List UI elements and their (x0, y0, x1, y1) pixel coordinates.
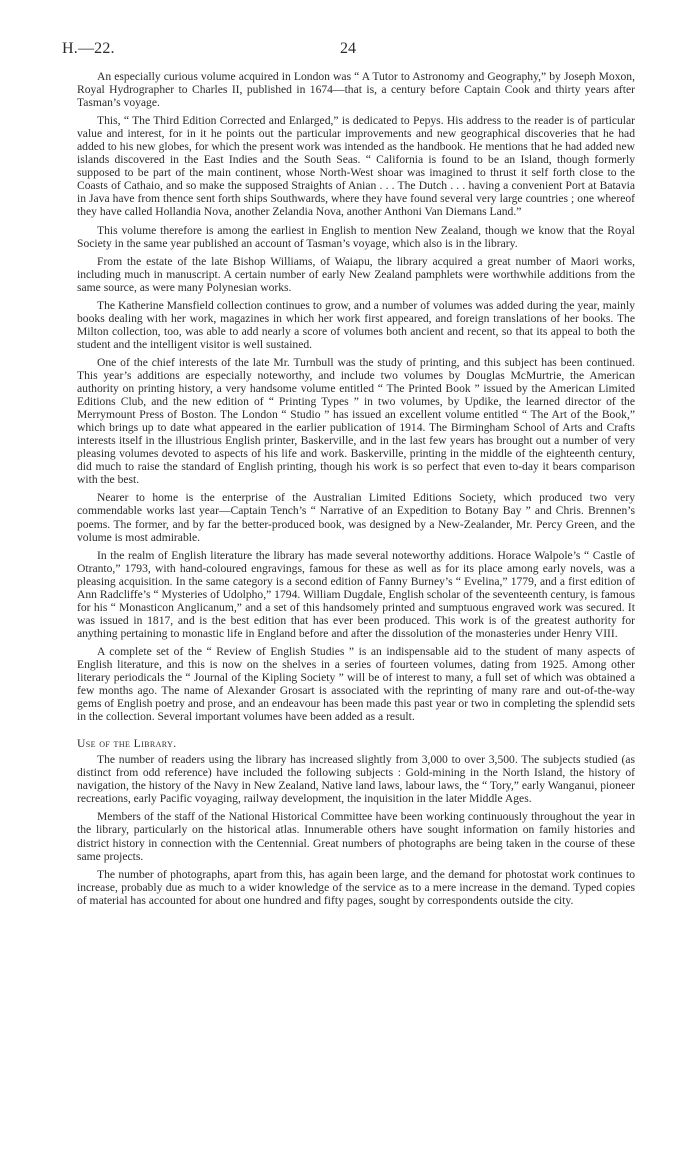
paragraph: An especially curious volume acquired in London was “ A Tutor to Astronomy and Geography,” by Joseph Moxon, Royal Hydrographer to Charles II, published in 1674—that is, a century before Captain Cook and thirty years after Tasman’s voyage. (77, 70, 635, 110)
paragraph: The Katherine Mansfield collection continues to grow, and a number of volumes was added during the year, mainly books dealing with her work, magazines in which her work first appeared, and foreign translations of her books. The Milton collection, too, was able to add nearly a score of volumes both ancient and recent, so that its appeal to both the student and the intelligent visitor is well sustained. (77, 298, 635, 351)
paragraph: Members of the staff of the National Historical Committee have been working continuously throughout the year in the library, particularly on the historical atlas. Innumerable others have sought information on family histories and district history in connection with the Centennial. Great numbers of photographs are being taken in the course of these same projects. (77, 810, 635, 863)
paragraph: The number of photographs, apart from this, has again been large, and the demand for photostat work continues to increase, probably due as much to a wider knowledge of the service as to a mere increase in the demand. Typed copies of material has accounted for about one hundred and fifty pages, sought by correspondents outside the city. (77, 867, 635, 907)
page-number: 24 (340, 40, 356, 57)
paragraph: From the estate of the late Bishop Williams, of Waiapu, the library acquired a great number of Maori works, including much in manuscript. A certain number of early New Zealand pamphlets were worthwhile additions from the same source, as were many Polynesian works. (77, 254, 635, 294)
paragraph: This, “ The Third Edition Corrected and Enlarged,” is dedicated to Pepys. His address to the reader is of particular value and interest, for in it he points out the particular improvements and new geographical discoveries that he had added to his new globes, for which the present work was intended as the handbook. He mentions that he had added new islands discovered in the East Indies and the South Seas. “ California is found to be an Island, though formerly supposed to be part of the main continent, whose North-West shoar was imagined to thrust it self forth close to the Coasts of Cathaio, and so make the supposed Straights of Anian . . . The Dutch . . . having a convenient Port at Batavia in Java have from thence sent forth ships Southwards, where they have found several very large countries ; one whereof they have called Hollandia Nova, another Zelandia Nova, another Anthoni Van Diemans Land.” (77, 114, 635, 219)
body-text (77, 70, 635, 912)
paragraph: A complete set of the “ Review of English Studies ” is an indispensable aid to the student of many aspects of English literature, and this is now on the shelves in a series of fourteen volumes, dating from 1925. Among other literary periodicals the “ Journal of the Kipling Society ” will be of interest to many, a full set of which was obtained a few months ago. The name of Alexander Grosart is associated with the reprinting of many rare and out-of-the-way gems of English poetry and prose, and an endeavour has been made this past year or two in completing the splendid sets in the collection. Several important volumes have been added as a result. (77, 644, 635, 724)
paragraph: Nearer to home is the enterprise of the Australian Limited Editions Society, which produced two very commendable works last year—Captain Tench’s “ Narrative of an Expedition to Botany Bay ” and Chris. Brennen’s poems. The former, and by far the better-produced book, was designed by a New-Zealander, Mr. Percy Green, and the volume is most admirable. (77, 491, 635, 544)
paragraph: One of the chief interests of the late Mr. Turnbull was the study of printing, and this subject has been continued. This year’s additions are especially noteworthy, and include two volumes by Douglas McMurtrie, the American authority on printing history, a very handsome volume entitled “ The Printed Book ” issued by the American Limited Editions Club, and the new edition of “ Printing Types ” in two volumes, by Updike, the learned director of the Merrymount Press of Boston. The London “ Studio ” has issued an excellent volume entitled “ The Art of the Book,” which brings up to date what appeared in the earlier publication of 1914. The Birmingham School of Arts and Crafts interests itself in the illustrious English printer, Baskerville, and in the last few years has brought out a number of very pleasing volumes devoted to aspects of his life and work. Baskerville, printing in the middle of the eighteenth century, did much to raise the standard of English printing, though his work is so perfect that even to-day it bears comparison with the best. (77, 355, 635, 487)
document-reference: H.—22. (62, 40, 115, 57)
paragraph: The number of readers using the library has increased slightly from 3,000 to over 3,500. The subjects studied (as distinct from odd reference) have included the following subjects : Gold-mining in the North Island, the history of navigation, the history of the Navy in New Zealand, Native land laws, labour laws, the “ Tory,” early Wanganui, pioneer recreations, early Pacific voyaging, railway development, the inquisition in the later Middle Ages. (77, 753, 635, 806)
section-heading: Use of the Library. (77, 737, 177, 751)
paragraph: This volume therefore is among the earliest in English to mention New Zealand, though we know that the Royal Society in the same year published an account of Tasman’s voyage, which also is in the library. (77, 223, 635, 250)
paragraph: In the realm of English literature the library has made several noteworthy additions. Horace Walpole’s “ Castle of Otranto,” 1793, with hand-coloured engravings, famous for these as well as for its place among early novels, was a pleasing acquisition. In the same category is a second edition of Fanny Burney’s “ Evelina,” 1779, and a first edition of Ann Radcliffe’s “ Mysteries of Udolpho,” 1794. William Dugdale, English scholar of the seventeenth century, is famous for his “ Monasticon Anglicanum,” and a set of this handsomely printed and sumptuous engraved work was secured. It was issued in 1817, and is the best edition that has ever been produced. This work is of the greatest authority for anything pertaining to monastic life in England before and after the dissolution of the monasteries under Henry VIII. (77, 548, 635, 640)
